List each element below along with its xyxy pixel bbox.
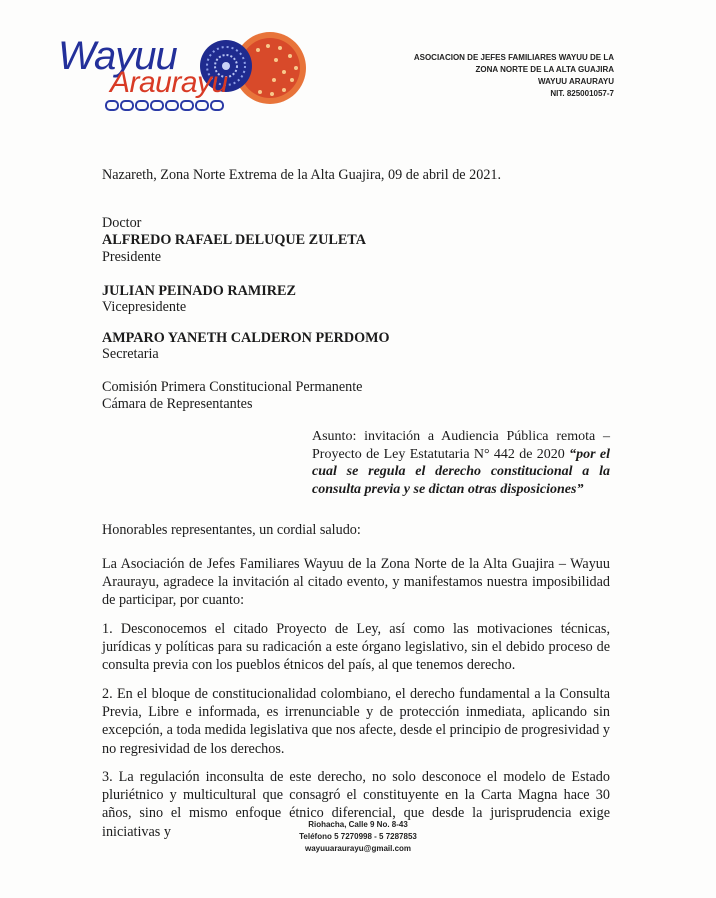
intro-paragraph: La Asociación de Jefes Familiares Wayuu de la Zona Norte de la Alta Guajira – Wayuu Araurayu, agradece la invitación al citado evento, y manifestamos nuestra imposibilidad de participar, por cuanto: [102,556,610,609]
recipient-name: ALFREDO RAFAEL DELUQUE ZULETA [102,232,366,248]
logo-wordmark-wayuu: Wayuu [58,34,177,78]
footer-contact [0,819,716,855]
logo-pattern-icon [104,98,234,114]
chamber-name: Cámara de Representantes [102,396,253,412]
org-short-name: WAYUU ARAURAYU [537,77,614,86]
recipient-title: Doctor [102,215,142,231]
greeting: Honorables representantes, un cordial saludo: [102,522,361,538]
org-nit: NIT. 825001057-7 [550,89,614,98]
subject-text: Asunto: invitación a Audiencia Pública remota – Proyecto de Ley Estatutaria N° 442 de 2020 [312,429,610,462]
commission-name: Comisión Primera Constitucional Permanente [102,379,363,395]
organization-header [414,52,614,100]
recipient-name: JULIAN PEINADO RAMIREZ [102,283,296,299]
recipient-name: AMPARO YANETH CALDERON PERDOMO [102,330,390,346]
footer-email: wayuuaraurayu@gmail.com [304,844,412,853]
logo-wordmark-araurayu: Araurayu [110,66,228,99]
body-paragraph-1: 1. Desconocemos el citado Proyecto de Ley, así como las motivaciones técnicas, jurídicas y políticas para su radicación a este órgano legislativo, sin el debido proceso de consulta previa con los pueblos étnicos del país, al que tenemos derecho. [102,621,610,674]
org-region-line: ZONA NORTE DE LA ALTA GUAJIRA [475,65,614,74]
body-paragraph-3: 3. La regulación inconsulta de este derecho, no solo desconoce el modelo de Estado pluriétnico y multicultural que consagró el constituyente en la Carta Magna hace 30 años, sino el mismo enfoque étnico diferencial, que desde la jurisprudencia exige iniciativas y [102,769,610,840]
subject-block [312,428,610,498]
org-name-line: ASOCIACION DE JEFES FAMILIARES WAYUU DE LA [413,53,614,62]
place-date: Nazareth, Zona Norte Extrema de la Alta Guajira, 09 de abril de 2021. [102,167,502,183]
recipient-role: Vicepresidente [102,299,187,315]
recipient-role: Presidente [102,249,162,265]
organization-logo [58,30,308,118]
footer-phone: Teléfono 5 7270998 - 5 7287853 [299,832,417,841]
footer-address: Riohacha, Calle 9 No. 8-43 [308,820,408,829]
recipient-role: Secretaria [102,346,159,362]
subject-emphasis: “por el cual se regula el derecho constitucional a la consulta previa y se dictan otras disposiciones” [312,446,610,497]
body-paragraph-2: 2. En el bloque de constitucionalidad colombiano, el derecho fundamental a la Consulta Previa, Libre e informada, es irrenunciable y de protección inmediata, aplicando sin excepción, a toda medida legislativa que nos afecte, desde el principio de progresividad y no regresividad de los derechos. [102,686,610,757]
